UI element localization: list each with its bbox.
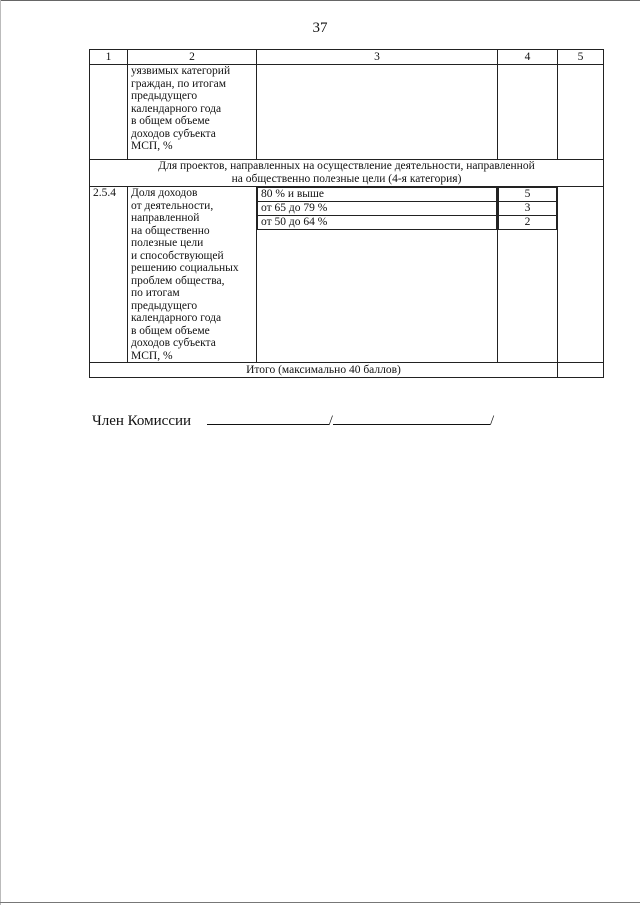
criterion-line: МСП, % <box>131 349 173 362</box>
option-row <box>258 188 497 202</box>
header-cell-2: 2 <box>128 50 257 65</box>
header-cell-3: 3 <box>257 50 498 65</box>
options-list <box>257 187 497 230</box>
scan-edge-bottom <box>0 902 640 903</box>
table-row-2-5-4 <box>90 187 604 363</box>
page-number: 37 <box>312 20 328 36</box>
option-row <box>258 216 497 230</box>
points-list <box>498 187 557 230</box>
criterion-line: по итогам <box>131 287 180 299</box>
score-cell <box>558 187 604 363</box>
criterion-line: решению социальных <box>131 262 239 274</box>
option-range: от 65 до 79 % <box>258 202 497 216</box>
option-points: 5 <box>499 188 557 202</box>
option-points: 3 <box>499 202 557 216</box>
criterion-line: полезные цели <box>131 237 204 249</box>
points-row <box>499 216 557 230</box>
section-line: на общественно полезные цели (4-я категория) <box>231 173 462 185</box>
signature-label: Член Комиссии <box>92 413 192 429</box>
criterion-line: на общественно <box>131 224 210 237</box>
table-header-row <box>90 50 604 65</box>
criterion-line: в общем объеме <box>131 115 210 127</box>
criterion-line: доходов субъекта <box>131 337 216 349</box>
criterion-line: направленной <box>131 212 200 224</box>
option-points: 2 <box>499 216 557 230</box>
criterion-line: календарного года <box>131 102 222 115</box>
points-cell <box>498 187 558 363</box>
header-cell-4: 4 <box>498 50 558 65</box>
total-value-cell <box>558 363 604 378</box>
scan-edge-left <box>0 0 1 905</box>
total-row <box>90 363 604 378</box>
section-heading <box>90 160 604 187</box>
continued-points-cell <box>498 65 558 160</box>
criterion-line: в общем объеме <box>131 324 210 337</box>
signature-separator-end: / <box>489 413 495 429</box>
criterion-line: доходов субъекта <box>131 127 216 140</box>
option-row <box>258 202 497 216</box>
criterion-line: МСП, % <box>131 140 173 152</box>
points-row <box>499 188 557 202</box>
table-row-continued <box>90 65 604 160</box>
criterion-line: проблем общества, <box>131 274 225 287</box>
criterion-line: предыдущего <box>131 90 198 102</box>
criterion-line: предыдущего <box>131 299 198 312</box>
row-number-cell: 2.5.4 <box>90 187 128 363</box>
section-row <box>90 160 604 187</box>
option-range: 80 % и выше <box>258 188 497 202</box>
section-line: Для проектов, направленных на осуществление деятельности, направленной <box>158 160 535 172</box>
header-cell-5: 5 <box>558 50 604 65</box>
criterion-line: и способствующей <box>131 249 224 262</box>
criterion-line: граждан, по итогам <box>131 77 227 90</box>
criterion-line: Доля доходов <box>131 187 198 199</box>
criterion-line: календарного года <box>131 312 222 324</box>
header-cell-1: 1 <box>90 50 128 65</box>
criterion-cell <box>128 187 257 363</box>
continued-score-cell <box>558 65 604 160</box>
name-line <box>333 410 490 425</box>
signature-separator: / <box>328 413 333 429</box>
continued-criterion-cell <box>128 65 257 160</box>
option-range: от 50 до 64 % <box>258 216 497 230</box>
criterion-line: от деятельности, <box>131 199 214 212</box>
continued-options-cell <box>257 65 498 160</box>
points-row <box>499 202 557 216</box>
signature-line <box>207 410 329 425</box>
scan-edge-top <box>0 0 640 1</box>
continued-number-cell <box>90 65 128 160</box>
scoring-table <box>89 49 604 378</box>
criterion-line: уязвимых категорий <box>131 65 231 77</box>
options-cell <box>257 187 498 363</box>
signature-block <box>92 410 494 430</box>
total-label: Итого (максимально 40 баллов) <box>90 363 558 378</box>
